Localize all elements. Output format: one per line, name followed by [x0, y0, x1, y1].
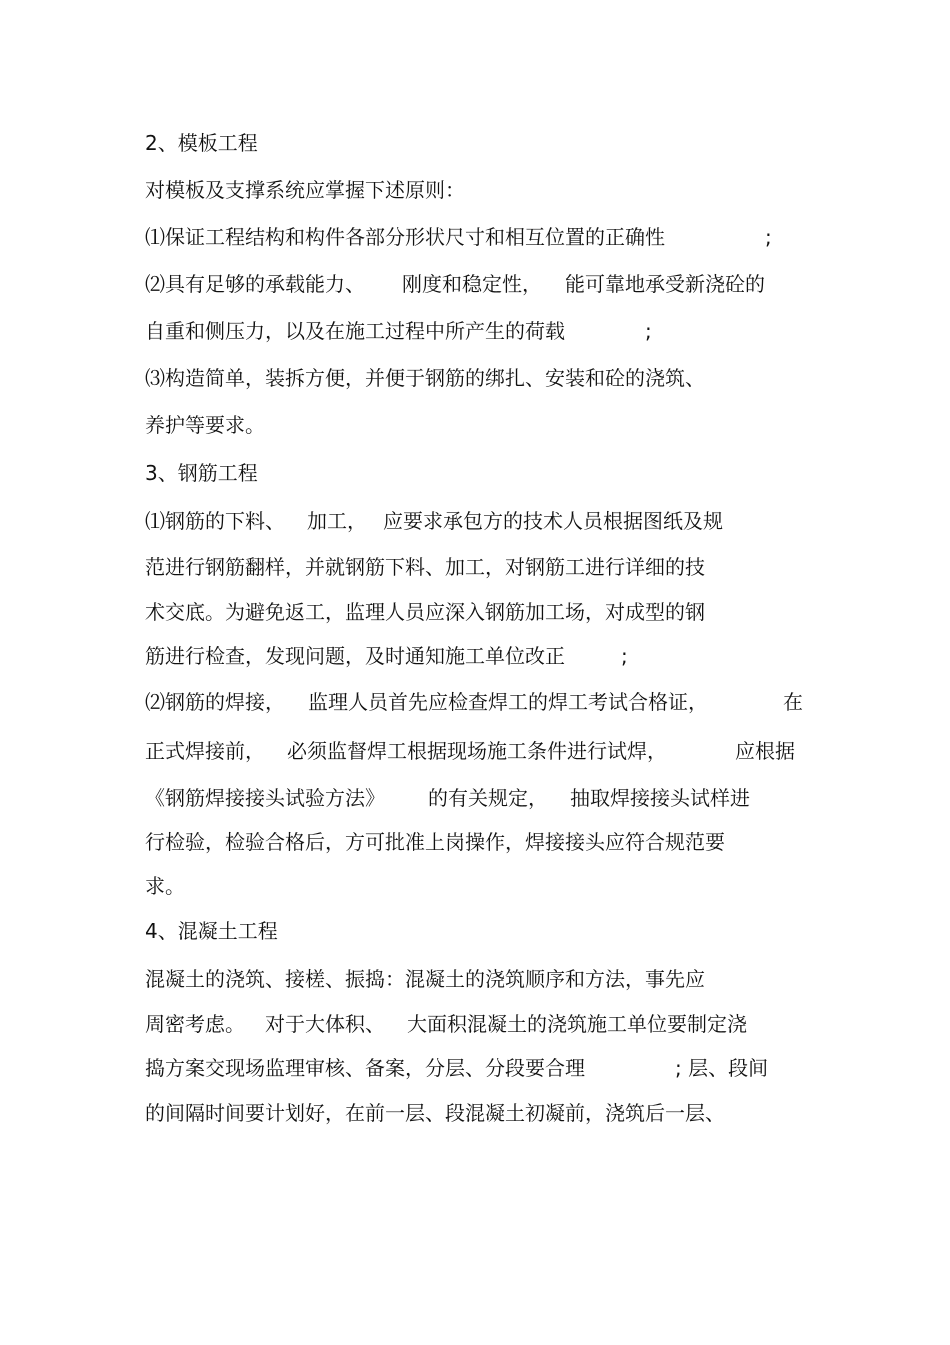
- section-3-item-2-line-2: 正式焊接前， 必须监督焊工根据现场施工条件进行试焊， 应根据: [145, 739, 795, 763]
- section-3-item-1-line-2: 范进行钢筋翻样，并就钢筋下料、加工，对钢筋工进行详细的技: [145, 555, 705, 579]
- section-4-line-2: 周密考虑。 对于大体积、 大面积混凝土的浇筑施工单位要制定浇: [145, 1012, 747, 1036]
- section-2-heading: 2、模板工程: [145, 131, 258, 155]
- section-4-heading: 4、混凝土工程: [145, 919, 278, 943]
- section-3-item-2-line-5: 求。: [145, 874, 185, 898]
- section-3-item-1-line-4: 筋进行检查，发现问题，及时通知施工单位改正 ;: [145, 644, 628, 668]
- section-3-item-1-line-3: 术交底。为避免返工，监理人员应深入钢筋加工场，对成型的钢: [145, 600, 705, 624]
- section-3-item-2-line-4: 行检验，检验合格后，方可批准上岗操作，焊接接头应符合规范要: [145, 830, 725, 854]
- section-2-item-3-line-2: 养护等要求。: [145, 413, 265, 437]
- section-2-item-2-line-2: 自重和侧压力，以及在施工过程中所产生的荷载 ;: [145, 319, 652, 343]
- section-3-item-2-line-1: ⑵钢筋的焊接， 监理人员首先应检查焊工的焊工考试合格证， 在: [145, 690, 803, 714]
- section-2-item-3-line-1: ⑶构造简单，装拆方便，并便于钢筋的绑扎、安装和砼的浇筑、: [145, 366, 705, 390]
- section-3-heading: 3、钢筋工程: [145, 461, 258, 485]
- section-4-line-4: 的间隔时间要计划好，在前一层、段混凝土初凝前，浇筑后一层、: [145, 1101, 725, 1125]
- section-3-item-2-line-3: 《钢筋焊接接头试验方法》 的有关规定， 抽取焊接接头试样进: [145, 786, 750, 810]
- section-4-line-1: 混凝土的浇筑、接槎、振捣：混凝土的浇筑顺序和方法，事先应: [145, 967, 705, 991]
- section-3-item-1-line-1: ⑴钢筋的下料、 加工， 应要求承包方的技术人员根据图纸及规: [145, 509, 723, 533]
- section-4-line-3: 捣方案交现场监理审核、备案，分层、分段要合理 ; 层、段间: [145, 1056, 769, 1080]
- section-2-item-2-line-1: ⑵具有足够的承载能力、 刚度和稳定性， 能可靠地承受新浇砼的: [145, 272, 765, 296]
- section-2-intro: 对模板及支撑系统应掌握下述原则：: [145, 178, 465, 202]
- section-2-item-1: ⑴保证工程结构和构件各部分形状尺寸和相互位置的正确性 ;: [145, 225, 772, 249]
